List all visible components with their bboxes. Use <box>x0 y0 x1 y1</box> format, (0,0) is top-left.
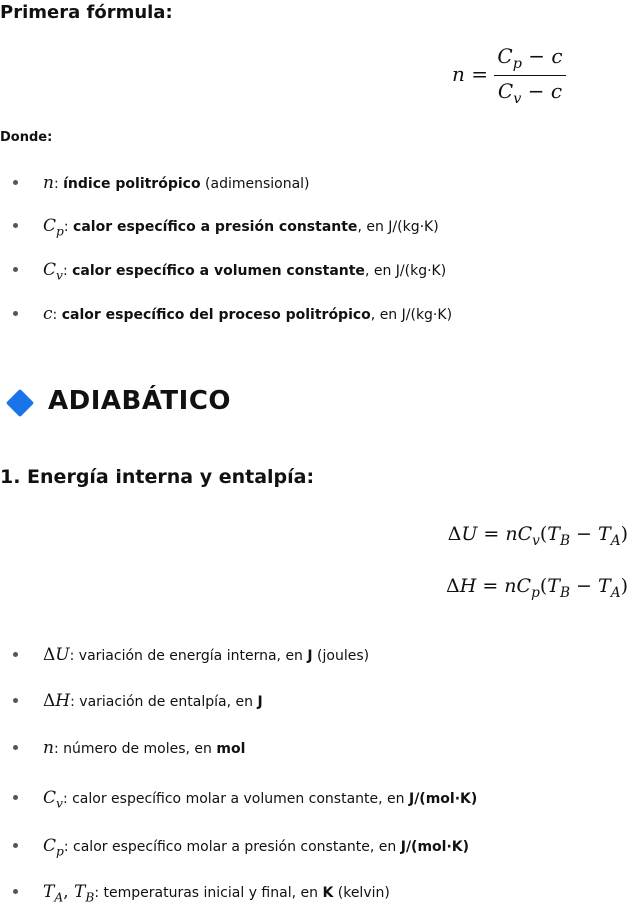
section-heading-adiabatic: ADIABÁTICO <box>48 386 232 416</box>
unit-bold: J <box>307 648 313 664</box>
term-bold: calor específico del proceso politrópico <box>61 307 371 323</box>
bullet-icon <box>13 698 18 703</box>
math-symbol: ΔH <box>43 691 71 711</box>
term-text: variación de energía interna, en <box>78 648 308 664</box>
term-text: variación de entalpía, en <box>79 694 258 710</box>
math-symbol: C <box>43 260 57 280</box>
list-item: c: calor específico del proceso politrópico, en J/(kg·K) <box>0 302 632 326</box>
bullet-icon <box>13 889 18 894</box>
math-subscript: v <box>56 796 63 811</box>
list-item: $C_p$: calor específico a presión constante, en J/(kg·K) <box>0 214 632 238</box>
term-text: número de moles, en <box>63 741 217 757</box>
term-rest: , en J/(kg·K) <box>370 307 453 323</box>
list-item: n: índice politrópico (adimensional) <box>0 171 632 195</box>
list-item: $C_v$: calor específico a volumen constante, en J/(kg·K) <box>0 258 632 282</box>
math-subscript: p <box>56 224 64 239</box>
bullet-icon <box>13 745 18 750</box>
list-item: ΔU: variación de energía interna, en J (joules) <box>0 643 632 667</box>
bullet-icon <box>13 311 18 316</box>
formula-delta-h: $\Delta H = nC_p(T_B - T_A)$ <box>445 575 628 601</box>
term-rest: (adimensional) <box>200 176 310 192</box>
subsection-title: 1. Energía interna y entalpía: <box>0 466 315 488</box>
bullet-icon <box>13 843 18 848</box>
term-post: (kelvin) <box>333 885 390 901</box>
math-subscript: p <box>56 844 64 859</box>
term-bold: calor específico a presión constante <box>73 219 358 235</box>
term-post: (joules) <box>312 648 370 664</box>
math-symbol: C <box>43 788 57 808</box>
math-symbol: C <box>43 216 57 236</box>
unit-bold: J/(mol·K) <box>408 791 478 807</box>
unit-bold: J/(mol·K) <box>400 839 470 855</box>
math-symbol: $T_A$, $T_B$ <box>43 882 95 905</box>
term-text: calor específico molar a volumen constante, en <box>72 791 409 807</box>
bullet-icon <box>13 180 18 185</box>
diamond-icon <box>6 389 34 417</box>
bullet-icon <box>13 223 18 228</box>
bullet-icon <box>13 267 18 272</box>
term-bold: calor específico a volumen constante <box>72 263 365 279</box>
math-symbol: ΔU <box>43 645 70 665</box>
term-text: calor específico molar a presión constante, en <box>73 839 401 855</box>
formula-polytropic-index: n = $\frac{C_p - c}{C_v - c}$ <box>452 44 566 107</box>
math-symbol: n <box>43 738 54 758</box>
list-item: ΔH: variación de entalpía, en J <box>0 689 632 713</box>
list-item: $C_p$: calor específico molar a presión constante, en J/(mol·K) <box>0 834 632 858</box>
donde-label: Donde: <box>0 130 53 145</box>
term-text: temperaturas inicial y final, en <box>103 885 323 901</box>
unit-bold: K <box>322 885 334 901</box>
math-symbol: n <box>43 173 54 193</box>
section-title: Primera fórmula: <box>0 2 173 23</box>
term-rest: , en J/(kg·K) <box>357 219 439 235</box>
math-symbol: C <box>43 836 57 856</box>
list-item: $C_v$: calor específico molar a volumen constante, en J/(mol·K) <box>0 786 632 810</box>
math-symbol: c <box>43 304 53 324</box>
unit-bold: J <box>257 694 263 710</box>
bullet-icon <box>13 795 18 800</box>
term-rest: , en J/(kg·K) <box>364 263 447 279</box>
bullet-icon <box>13 652 18 657</box>
formula-delta-u: $\Delta U = nC_v(T_B - T_A)$ <box>447 523 628 549</box>
math-subscript: v <box>56 268 63 283</box>
list-item: n: número de moles, en mol <box>0 736 632 760</box>
term-bold: índice politrópico <box>63 176 201 192</box>
list-item: $T_A$, $T_B$: temperaturas inicial y final, en K (kelvin) <box>0 880 632 904</box>
unit-bold: mol <box>216 741 246 757</box>
